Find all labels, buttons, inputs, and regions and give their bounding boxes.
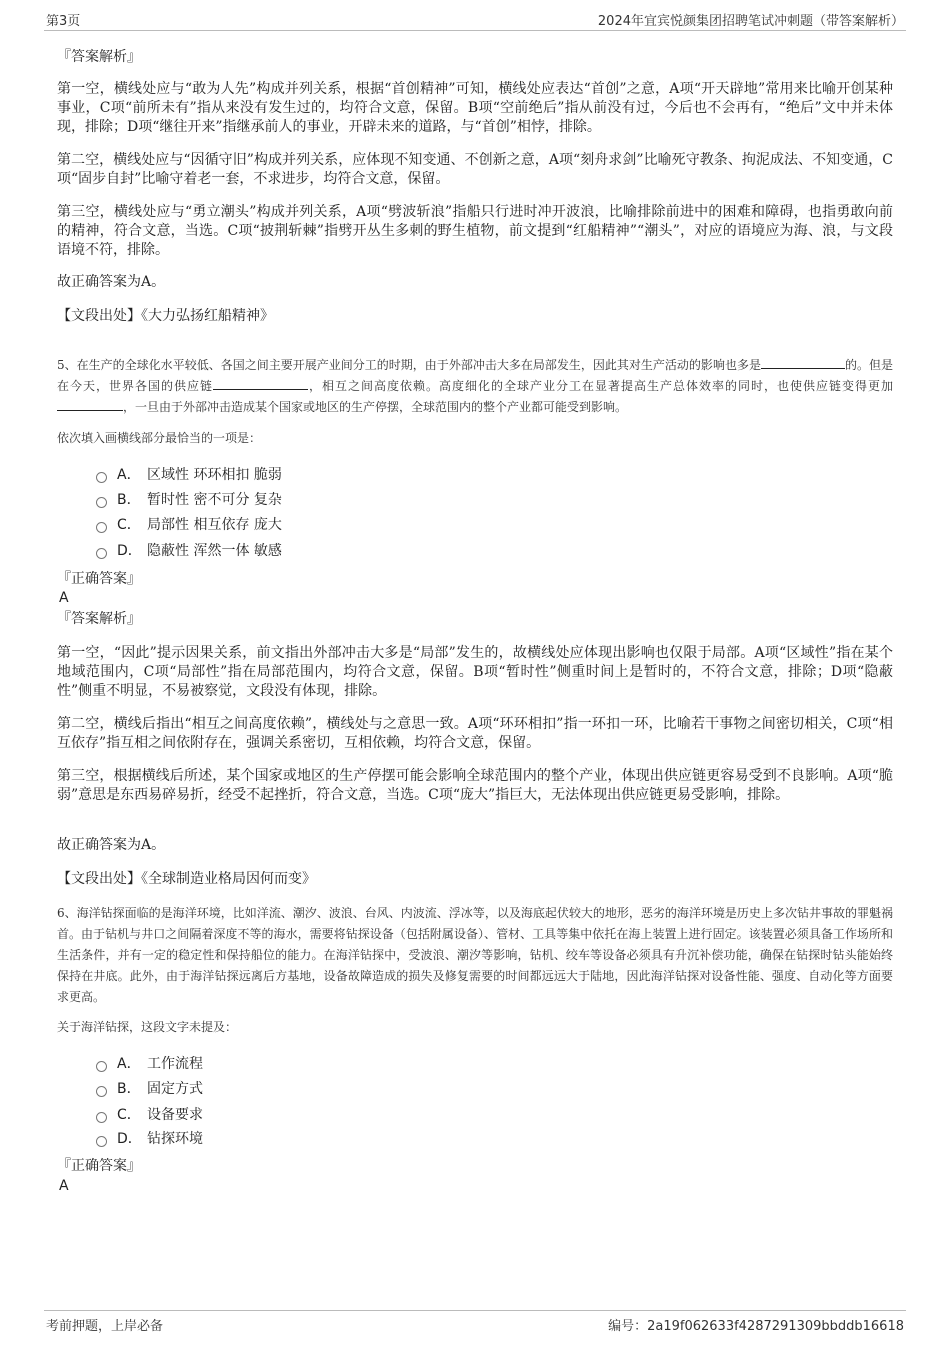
q5-stem-part4: ，一旦由于外部冲击造成某个国家或地区的生产停摆，全球范围内的整个产业都可能受到影响。 [123, 400, 628, 414]
q5-answer-label: 『正确答案』 [57, 571, 141, 587]
page-header [44, 8, 906, 31]
q6-option-a[interactable]: A． 工作流程 [96, 1052, 203, 1076]
document-title: 2024年宜宾悦颜集团招聘笔试冲刺题（带答案解析） [597, 14, 904, 29]
q6-answer: A [59, 1178, 69, 1194]
radio-icon[interactable] [96, 472, 107, 483]
q5-analysis-label: 『答案解析』 [57, 611, 141, 627]
q5-stem-part3: ，相互之间高度依赖。高度细化的全球产业分工在显著提高生产总体效率的同时，也使供应链变得更加 [308, 379, 893, 393]
radio-icon[interactable] [96, 497, 107, 508]
radio-icon[interactable] [96, 522, 107, 533]
q5-blank-2 [213, 377, 308, 390]
q4-analysis-para2: 第二空，横线处应与“因循守旧”构成并列关系，应体现不知变通、不创新之意，A项“刻舟求剑”比喻死守教条、拘泥成法、不知变通，C项“固步自封”比喻守着老一套，不求进步，均符合文意，保留。 [57, 152, 893, 187]
q6-option-d[interactable]: D． 钻探环境 [96, 1127, 203, 1151]
radio-icon[interactable] [96, 1136, 107, 1147]
q6-prompt: 关于海洋钻探，这段文字未提及： [57, 1020, 238, 1034]
q4-source: 【文段出处】《大力弘扬红船精神》 [57, 308, 274, 324]
q5-prompt: 依次填入画横线部分最恰当的一项是： [57, 431, 262, 445]
q4-analysis-para3: 第三空，横线处应与“勇立潮头”构成并列关系，A项“劈波斩浪”指船只行进时冲开波浪，比喻排除前进中的困难和障碍，也指勇敢向前的精神，符合文意，当选。C项“披荆斩棘”指劈开丛生多刺的野生植物，前文提到“红船精神”“潮头”，对应的语境应为海、浪，与文段语境不符，排除。 [57, 204, 893, 258]
q6-option-b[interactable]: B． 固定方式 [96, 1077, 203, 1101]
radio-icon[interactable] [96, 1086, 107, 1097]
q5-answer: A [59, 590, 69, 606]
page-number: 第3页 [46, 14, 81, 29]
q5-option-d[interactable]: D． 隐蔽性 浑然一体 敏感 [96, 539, 282, 563]
q5-analysis-para1: 第一空，“因此”提示因果关系，前文指出外部冲击大多是“局部”发生的，故横线处应体现出影响也仅限于局部。A项“区域性”指在某个地域范围内，C项“局部性”指在局部范围内，均符合文意，保留。B项“暂时性”侧重时间上是暂时的，不符合文意，排除；D项“隐蔽性”侧重不明显，不易被察觉，文段没有体现，排除。 [57, 645, 893, 699]
page-footer [44, 1310, 906, 1337]
q5-analysis-para2: 第二空，横线后指出“相互之间高度依赖”，横线处与之意思一致。A项“环环相扣”指一环扣一环，比喻若干事物之间密切相关，C项“相互依存”指互相之间依附存在，强调关系密切，互相依赖，均符合文意，保留。 [57, 716, 893, 751]
radio-icon[interactable] [96, 548, 107, 559]
q4-analysis-para1: 第一空，横线处应与“敢为人先”构成并列关系，根据“首创精神”可知，横线处应表达“首创”之意，A项“开天辟地”常用来比喻开创某种事业，C项“前所未有”指从来没有发生过的，均符合文意，保留。B项“空前绝后”指从前没有过，今后也不会再有，“绝后”文中并未体现，排除；D项“继往开来”指继承前人的事业，开辟未来的道路，与“首创”相悖，排除。 [57, 81, 893, 135]
q5-stem [57, 355, 893, 418]
q5-source: 【文段出处】《全球制造业格局因何而变》 [57, 871, 316, 887]
q6-stem: 6、海洋钻探面临的是海洋环境，比如洋流、潮汐、波浪、台风、内波流、浮冰等，以及海底起伏较大的地形，恶劣的海洋环境是历史上多次钻井事故的罪魁祸首。由于钻机与井口之间隔着深度不等的海水，需要将钻探设备（包括附属设备）、管材、工具等集中依托在海上装置上进行固定。该装置必须具备工作场所和生活条件，并有一定的稳定性和保持船位的能力。在海洋钻探中，受波浪、潮汐等影响，钻机、绞车等设备必须具有升沉补偿功能，确保在钻探时钻头能始终保持在井底。此外，由于海洋钻探远离后方基地，设备故障造成的损失及修复需要的时间都远远大于陆地，因此海洋钻探对设备性能、强度、自动化等方面要求更高。 [57, 906, 893, 1004]
radio-icon[interactable] [96, 1061, 107, 1072]
q5-blank-3 [57, 398, 123, 411]
q5-analysis-para3: 第三空，根据横线后所述，某个国家或地区的生产停摆可能会影响全球范围内的整个产业，体现出供应链更容易受到不良影响。A项“脆弱”意思是东西易碎易折，经受不起挫折，符合文意，当选。C项“庞大”指巨大，无法体现出供应链更易受影响，排除。 [57, 768, 893, 803]
q5-stem-part2: 的。但是在今天，世界各国的供应链 [57, 358, 893, 393]
q6-option-c[interactable]: C． 设备要求 [96, 1103, 203, 1127]
q5-option-a[interactable]: A． 区域性 环环相扣 脆弱 [96, 463, 282, 487]
q5-option-c[interactable]: C． 局部性 相互依存 庞大 [96, 513, 282, 537]
document-id: 编号：2a19f062633f4287291309bbddb16618 [608, 1319, 904, 1334]
q5-option-b[interactable]: B． 暂时性 密不可分 复杂 [96, 488, 282, 512]
footer-slogan: 考前押题，上岸必备 [46, 1319, 164, 1334]
q5-stem-part1: 5、在生产的全球化水平较低、各国之间主要开展产业间分工的时期，由于外部冲击大多在局部发生，因此其对生产活动的影响也多是 [57, 358, 761, 372]
radio-icon[interactable] [96, 1112, 107, 1123]
q5-blank-1 [761, 356, 845, 369]
q4-analysis-label: 『答案解析』 [57, 49, 141, 65]
q6-answer-label: 『正确答案』 [57, 1158, 141, 1174]
q5-conclusion: 故正确答案为A。 [57, 837, 166, 853]
q4-conclusion: 故正确答案为A。 [57, 274, 166, 290]
